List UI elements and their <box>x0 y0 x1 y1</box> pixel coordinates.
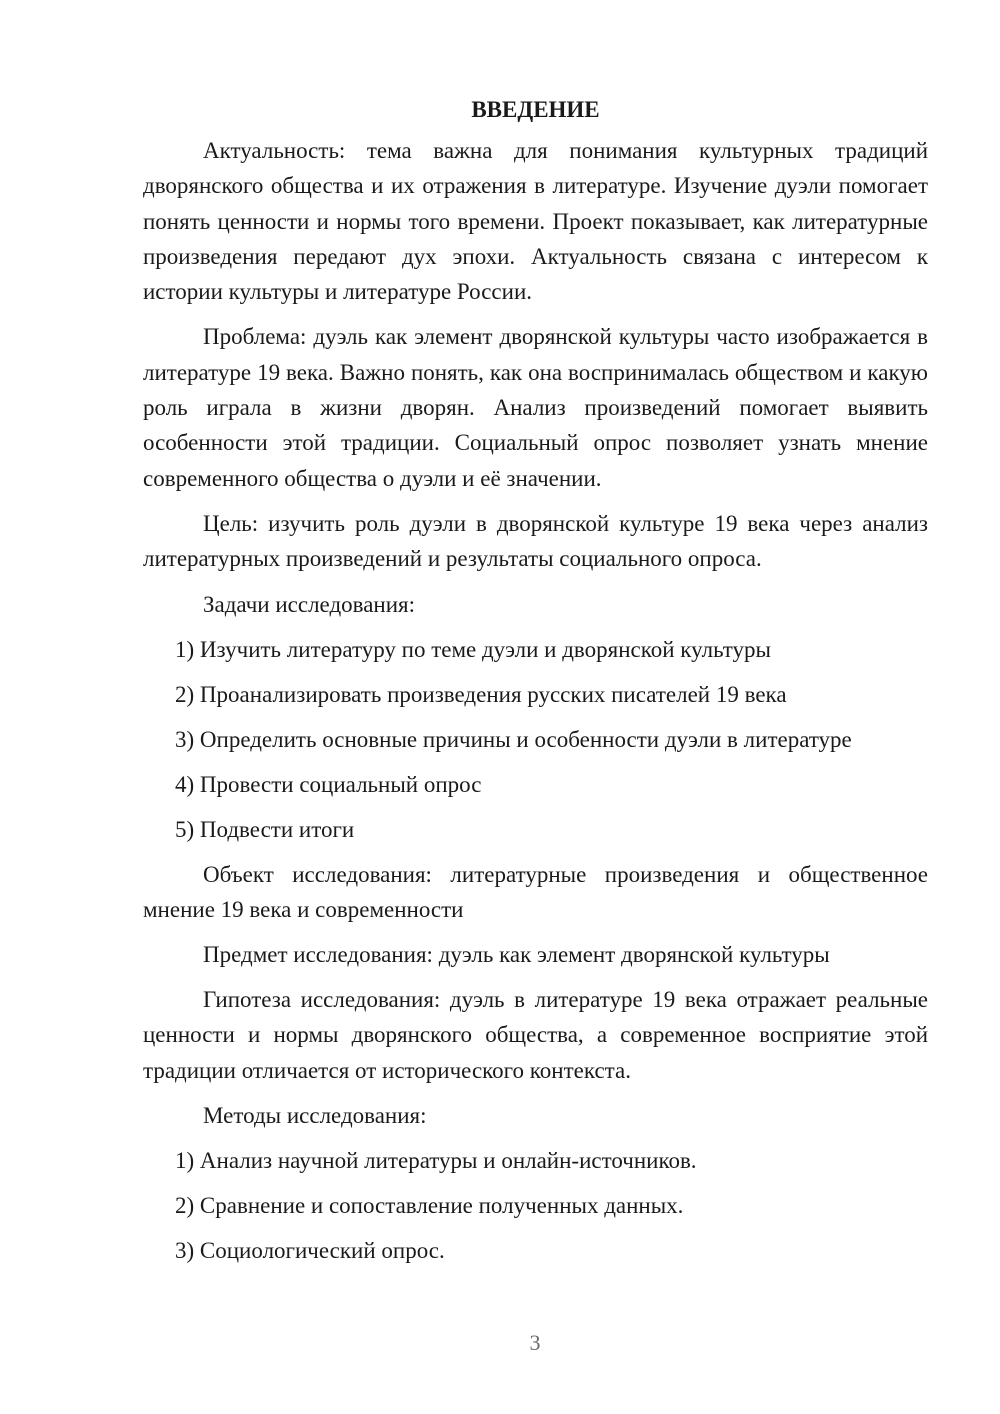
method-item: 2) Сравнение и сопоставление полученных данных. <box>175 1193 684 1219</box>
task-item: 3) Определить основные причины и особенности дуэли в литературе <box>175 726 852 752</box>
method-item: 1) Анализ научной литературы и онлайн-источников. <box>175 1148 697 1174</box>
problem-paragraph: Проблема: дуэль как элемент дворянской культуры часто изображается в литературе 19 века. Важно понять, как она воспринималась обществом и какую роль играла в жизни дворян. Анализ произведений помогает выявить особенности этой традиции. Социальный опрос позволяет узнать мнение современного общества о дуэли и её значении. <box>143 324 928 491</box>
task-item: 5) Подвести итоги <box>175 816 355 842</box>
task-item: 1) Изучить литературу по теме дуэли и дворянской культуры <box>175 636 771 662</box>
methods-title: Методы исследования: <box>203 1103 427 1129</box>
goal-paragraph: Цель: изучить роль дуэли в дворянской культуре 19 века через анализ литературных произведений и результаты социального опроса. <box>143 510 928 572</box>
task-item: 2) Проанализировать произведения русских писателей 19 века <box>175 681 787 707</box>
relevance-paragraph: Актуальность: тема важна для понимания культурных традиций дворянского общества и их отражения в литературе. Изучение дуэли помогает понять ценности и нормы того времени. Проект показывает, как литературные произведения передают дух эпохи. Актуальность связана с интересом к истории культуры и литературе России. <box>143 138 928 305</box>
section-heading: ВВЕДЕНИЕ <box>471 97 600 122</box>
object-paragraph: Объект исследования: литературные произведения и общественное мнение 19 века и современности <box>143 861 928 922</box>
method-item: 3) Социологический опрос. <box>175 1238 445 1264</box>
tasks-title: Задачи исследования: <box>203 591 416 617</box>
subject-paragraph: Предмет исследования: дуэль как элемент дворянской культуры <box>203 942 830 968</box>
task-item: 4) Провести социальный опрос <box>175 771 482 797</box>
document-page <box>143 92 928 1268</box>
page-number: 3 <box>529 1330 541 1355</box>
hypothesis-paragraph: Гипотеза исследования: дуэль в литературе 19 века отражает реальные ценности и нормы дворянского общества, а современное восприятие этой традиции отличается от исторического контекста. <box>143 987 928 1083</box>
